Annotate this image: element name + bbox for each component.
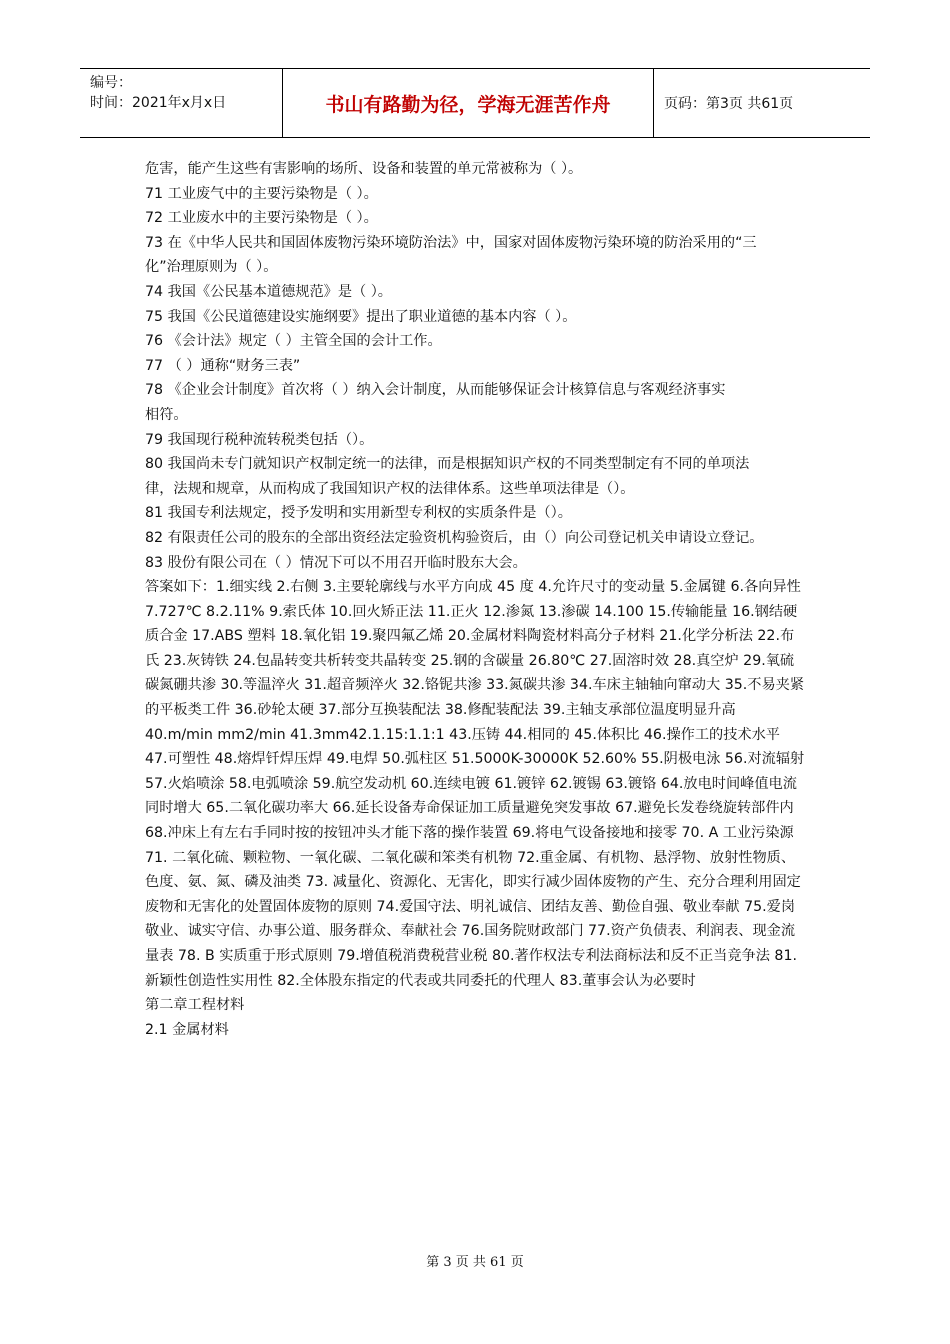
text-line: 74 我国《公民基本道德规范》是（ ）。 — [145, 283, 392, 300]
text-line: 79 我国现行税种流转税类包括（）。 — [145, 431, 374, 448]
text-line: 73 在《中华人民共和国固体废物污染环境防治法》中，国家对固体废物污染环境的防治采用的“三 — [145, 234, 757, 251]
text-line: 危害，能产生这些有害影响的场所、设备和装置的单元常被称为（ ）。 — [145, 161, 583, 177]
document-number-label: 编号： — [90, 75, 132, 91]
section-heading: 2.1 金属材料 — [145, 1021, 229, 1038]
chapter-heading: 第二章工程材料 — [145, 997, 245, 1014]
page-footer: 第 3 页 共 61 页 — [426, 1255, 524, 1270]
document-body — [145, 157, 807, 1042]
text-line: 81 我国专利法规定，授予发明和实用新型专利权的实质条件是（）。 — [145, 505, 572, 522]
document-time-label: 时间：2021年x月x日 — [90, 95, 227, 111]
header-motto: 书山有路勤为径，学海无涯苦作舟 — [282, 69, 654, 137]
text-line: 83 股份有限公司在（ ）情况下可以不用召开临时股东大会。 — [145, 554, 527, 571]
page-header — [80, 68, 870, 138]
text-line: 80 我国尚未专门就知识产权制定统一的法律，而是根据知识产权的不同类型制定有不同的单项法 — [145, 456, 750, 473]
text-line: 化”治理原则为（ ）。 — [145, 259, 278, 276]
answer-paragraph: 答案如下：1.细实线 2.右侧 3.主要轮廓线与水平方向成 45 度 4.允许尺寸的变动量 5.金属键 6.各向异性 7.727℃ 8.2.11% 9.索氏体 10.回火矫正法 11.正火 12.渗氮 13.渗碳 14.100 15.传输能量 16.钢结硬质合金 17.ABS 塑料 18.氧化铝 19.聚四氟乙烯 20.金属材料陶瓷材料高分子材料 21.化学分析法 22.布氏 23.灰铸铁 24.包晶转变共析转变共晶转变 25.钢的含碳量 26.80℃ 27.固溶时效 28.真空炉 29.氧硫碳氮硼共渗 30.等温淬火 31.超音频淬火 32.铬铌共渗 33.氮碳共渗 34.车床主轴轴向窜动大 35.不易夹紧的平板类工件 36.砂轮太硬 37.部分互换装配法 38.修配装配法 39.主轴支承部位温度明显升高 40.m/min mm2/min 41.3mm42.1.15:1.1:1 43.压铸 44.相同的 45.体积比 46.操作工的技术水平 47.可塑性 48.熔焊钎焊压焊 49.电焊 50.弧柱区 51.5000K-30000K 52.60% 55.阴极电泳 56.对流辐射 57.火焰喷涂 58.电弧喷涂 59.航空发动机 60.连续电镀 61.镀锌 62.镀锡 63.镀铬 64.放电时间峰值电流同时增大 65.二氧化碳功率大 66.延长设备寿命保证加工质量避免突发事故 67.避免长发卷绕旋转部件内 68.冲床上有左右手同时按的按钮冲头才能下落的操作装置 69.将电气设备接地和接零 70. A 工业污染源 71. 二氧化硫、颗粒物、一氧化碳、二氧化碳和笨类有机物 72.重金属、有机物、悬浮物、放射性物质、色度、氨、氮、磷及油类 73. 减量化、资源化、无害化，即实行减少固体废物的产生、充分合理利用固定废物和无害化的处置固体废物的原则 74.爱国守法、明礼诚信、团结友善、勤俭自强、敬业奉献 75.爱岗敬业、诚实守信、办事公道、服务群众、奉献社会 76.国务院财政部门 77.资产负债表、利润表、现金流量表 78. B 实质重于形式原则 79.增值税消费税营业税 80.著作权法专利法商标法和反不正当竞争法 81.新颖性创造性实用性 82.全体股东指定的代表或共同委托的代理人 83.董事会认为必要时 — [145, 579, 805, 989]
text-line: 律，法规和规章，从而构成了我国知识产权的法律体系。这些单项法律是（）。 — [145, 480, 635, 497]
text-line: 相符。 — [145, 406, 188, 423]
text-line: 75 我国《公民道德建设实施纲要》提出了职业道德的基本内容（ ）。 — [145, 308, 577, 325]
text-line: 71 工业废气中的主要污染物是（ ）。 — [145, 185, 378, 202]
text-line: 78 《企业会计制度》首次将（ ）纳入会计制度，从而能够保证会计核算信息与客观经济事实 — [145, 382, 726, 399]
text-line: 82 有限责任公司的股东的全部出资经法定验资机构验资后，由（）向公司登记机关申请设立登记。 — [145, 529, 764, 546]
text-line: 76 《会计法》规定（ ）主管全国的会计工作。 — [145, 333, 442, 350]
header-meta — [80, 69, 282, 137]
text-line: 72 工业废水中的主要污染物是（ ）。 — [145, 210, 378, 227]
text-line: 77 （ ）通称“财务三表” — [145, 357, 301, 374]
header-page-number: 页码：第3页 共61页 — [664, 96, 794, 112]
